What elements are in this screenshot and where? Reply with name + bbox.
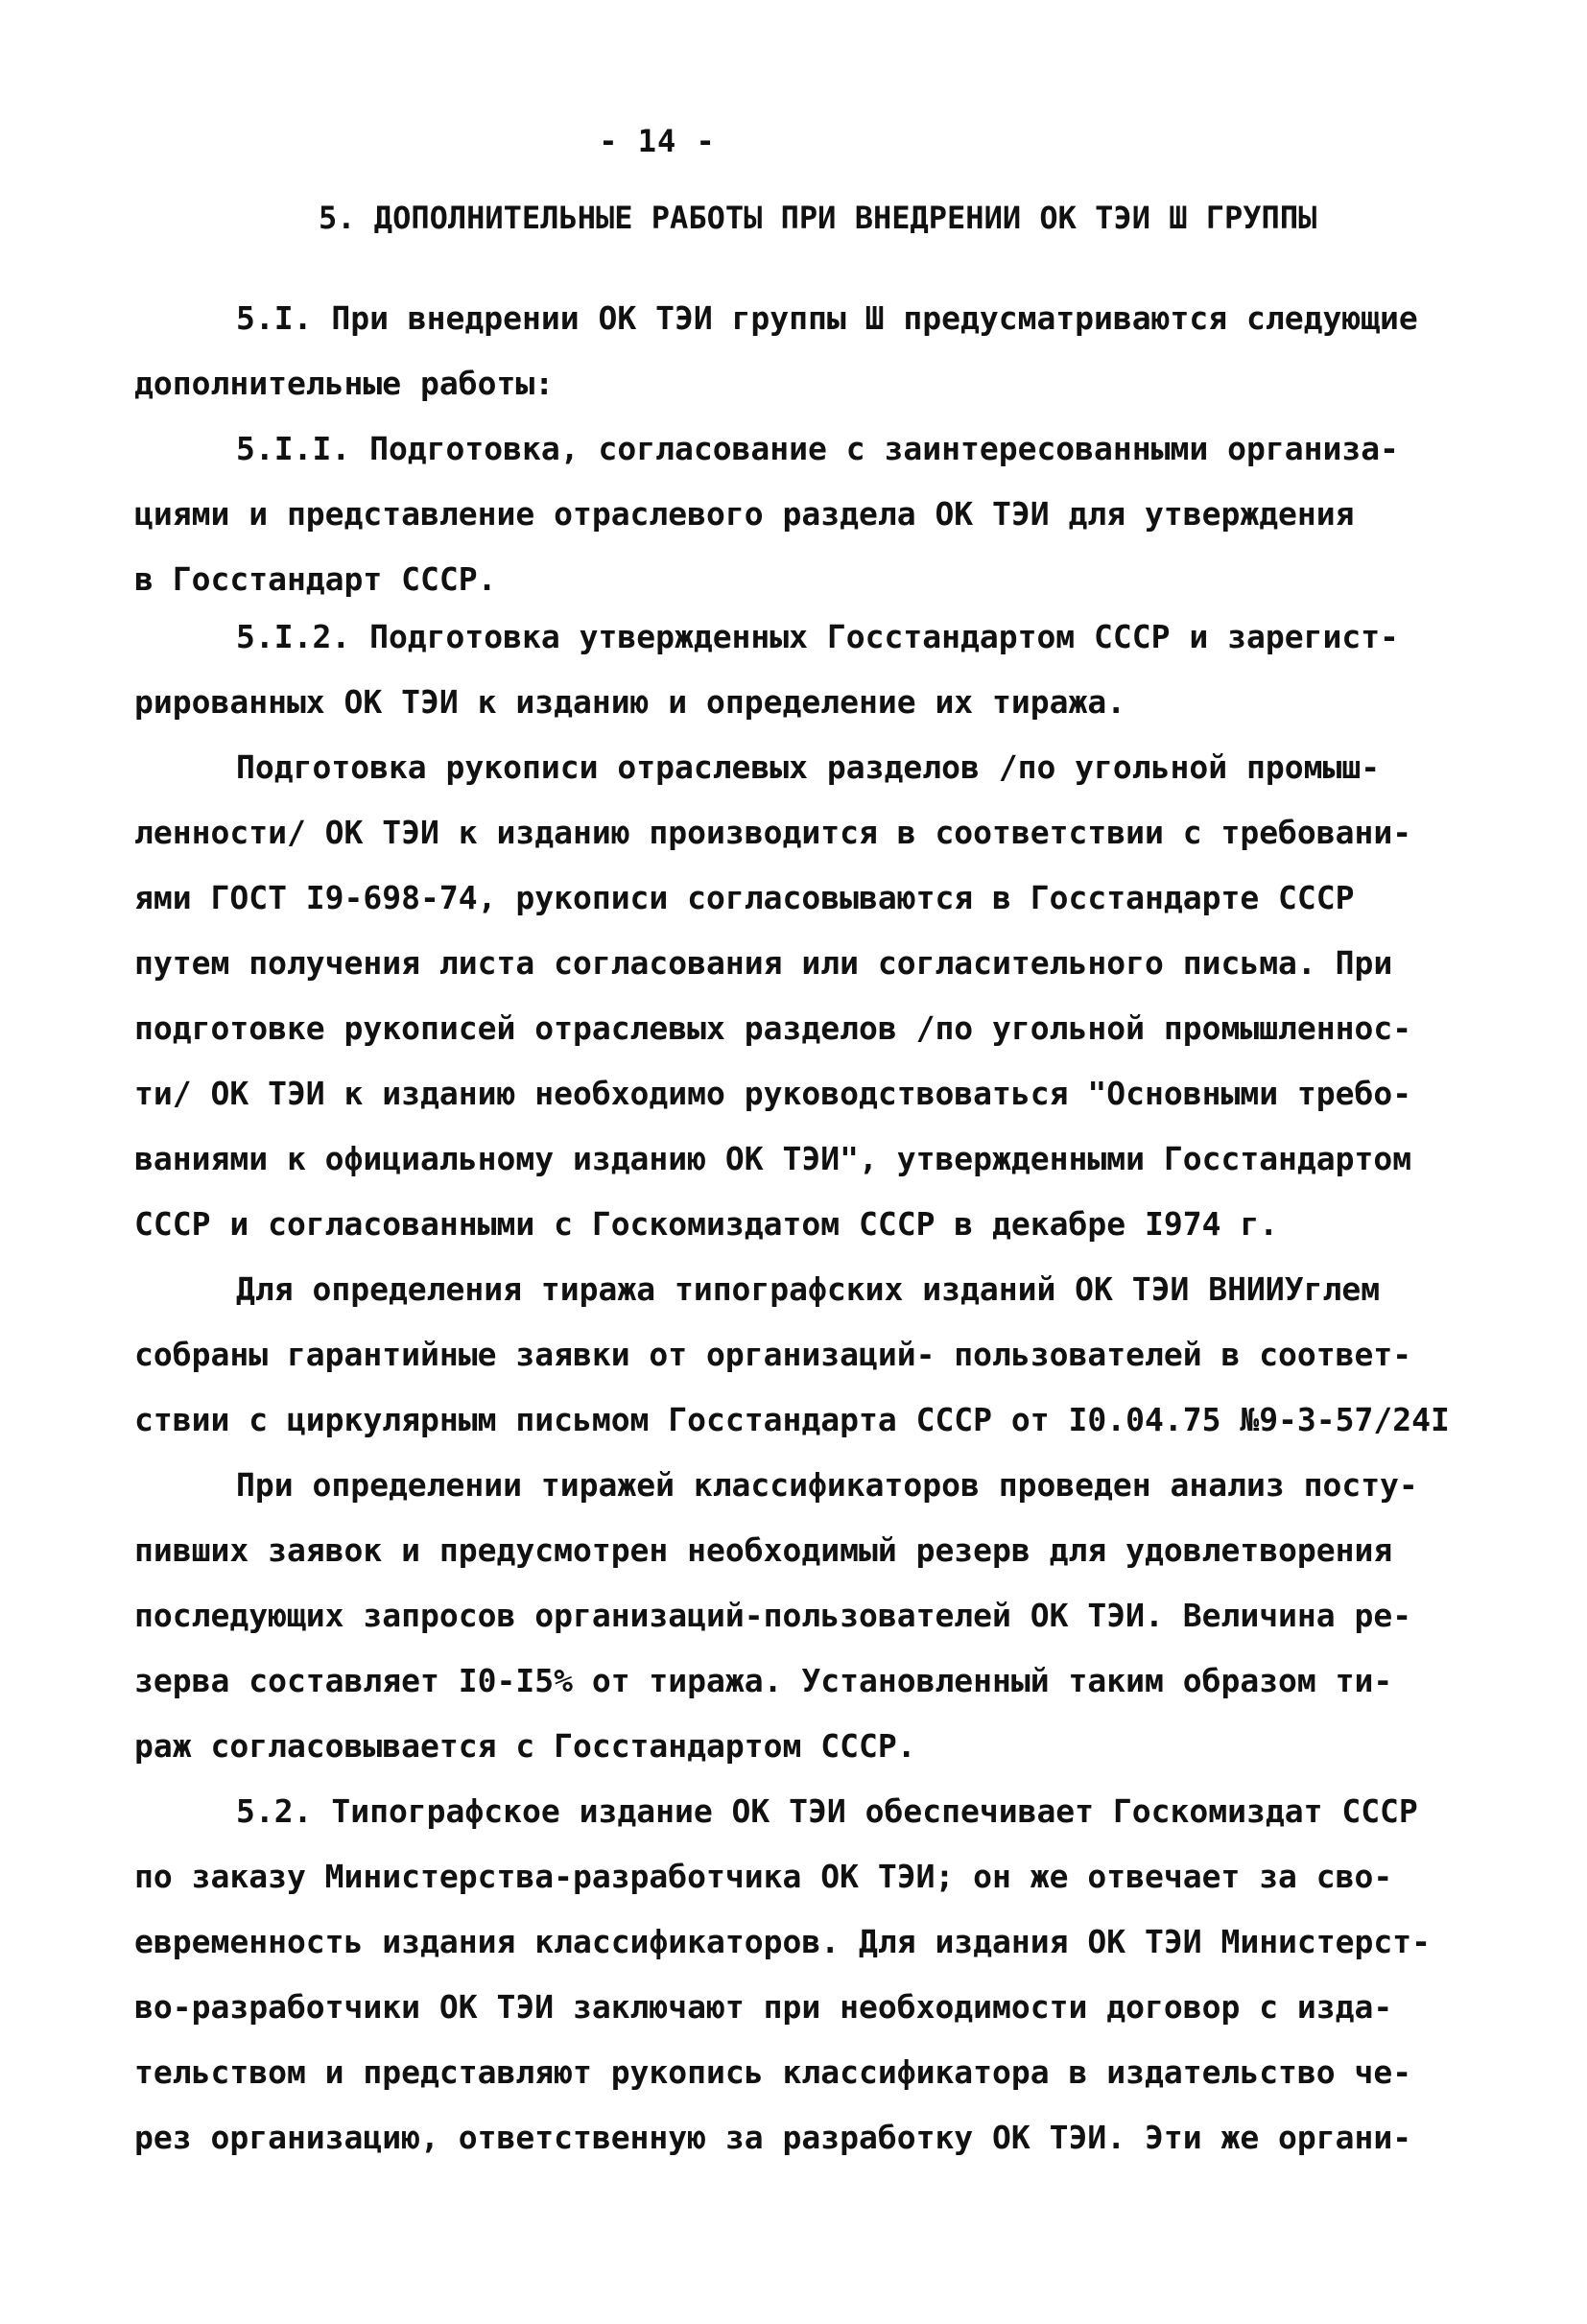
text-line: ленности/ ОК ТЭИ к изданию производится в соответствии с требовани-	[134, 814, 1412, 851]
text-line: пивших заявок и предусмотрен необходимый резерв для удовлетворения	[134, 1531, 1393, 1569]
text-line: евременность издания классификаторов. Для издания ОК ТЭИ Министерст-	[134, 1923, 1432, 1960]
page-number: - 14 -	[599, 123, 716, 159]
section-heading: 5. ДОПОЛНИТЕЛЬНЫЕ РАБОТЫ ПРИ ВНЕДРЕНИИ ОК ТЭИ Ш ГРУППЫ	[319, 200, 1317, 236]
text-line: 5.I.I. Подготовка, согласование с заинтересованными организа-	[236, 430, 1399, 467]
text-line: рез организацию, ответственную за разработку ОК ТЭИ. Эти же органи-	[134, 2119, 1412, 2156]
text-line: 5.2. Типографское издание ОК ТЭИ обеспечивает Госкомиздат СССР	[236, 1792, 1418, 1830]
text-line: подготовке рукописей отраслевых разделов /по угольной промышленнос-	[134, 1009, 1412, 1047]
text-line: Подготовка рукописи отраслевых разделов /по угольной промыш-	[236, 748, 1381, 786]
text-line: Для определения тиража типографских изданий ОК ТЭИ ВНИИУглем	[236, 1270, 1381, 1308]
text-line: ти/ ОК ТЭИ к изданию необходимо руководствоваться "Основными требо-	[134, 1075, 1412, 1112]
text-line: путем получения листа согласования или согласительного письма. При	[134, 944, 1393, 982]
text-line: последующих запросов организаций-пользователей ОК ТЭИ. Величина ре-	[134, 1597, 1412, 1634]
text-line: 5.I.2. Подготовка утвержденных Госстандартом СССР и зарегист-	[236, 618, 1399, 655]
text-line: ствии с циркулярным письмом Госстандарта СССР от I0.04.75 №9-3-57/24I	[134, 1401, 1450, 1438]
text-line: собраны гарантийные заявки от организаций- пользователей в соответ-	[134, 1336, 1412, 1373]
text-line: 5.I. При внедрении ОК ТЭИ группы Ш предусматриваются следующие	[236, 299, 1418, 337]
text-line: ями ГОСТ I9-698-74, рукописи согласовываются в Госстандарте СССР	[134, 879, 1355, 916]
text-line: во-разработчики ОК ТЭИ заключают при необходимости договор с изда-	[134, 1988, 1393, 2026]
text-line: ваниями к официальному изданию ОК ТЭИ", утвержденными Госстандартом	[134, 1140, 1412, 1177]
text-line: циями и представление отраслевого раздела ОК ТЭИ для утверждения	[134, 495, 1355, 533]
text-line: рированных ОК ТЭИ к изданию и определение их тиража.	[134, 683, 1126, 721]
text-line: в Госстандарт СССР.	[134, 560, 497, 598]
text-line: дополнительные работы:	[134, 365, 555, 402]
text-line: СССР и согласованными с Госкомиздатом СССР в декабре I974 г.	[134, 1205, 1279, 1243]
text-line: зерва составляет I0-I5% от тиража. Установленный таким образом ти-	[134, 1662, 1393, 1699]
text-line: При определении тиражей классификаторов проведен анализ посту-	[236, 1466, 1418, 1504]
text-line: тельством и представляют рукопись классификатора в издательство че-	[134, 2053, 1412, 2091]
text-line: раж согласовывается с Госстандартом СССР.	[134, 1727, 916, 1765]
text-line: по заказу Министерства-разработчика ОК ТЭИ; он же отвечает за сво-	[134, 1858, 1393, 1895]
